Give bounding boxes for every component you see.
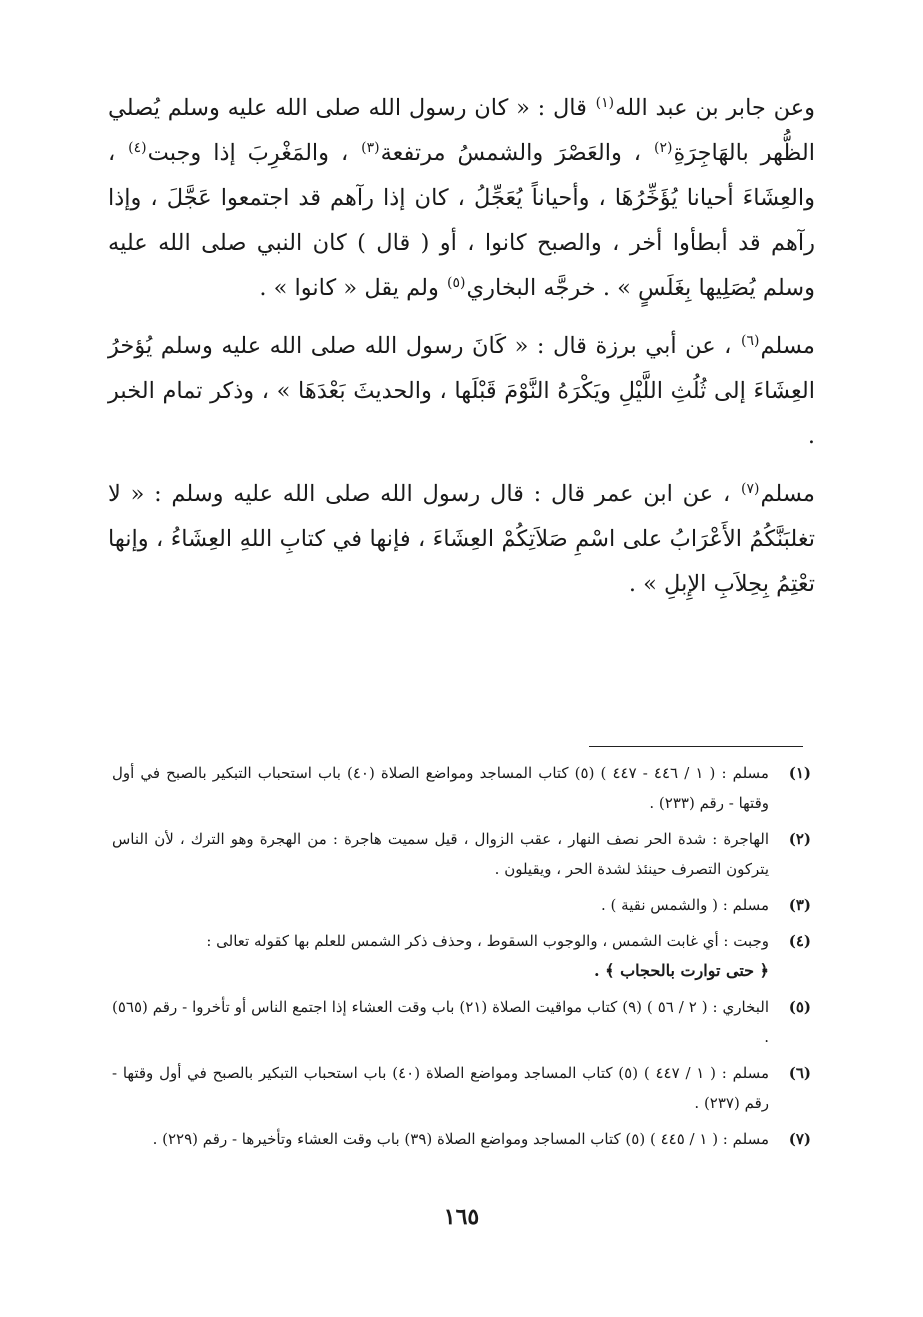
- footnote-ref-3: (٣): [361, 139, 380, 156]
- footnote-item: [112, 758, 811, 818]
- footnote-text: مسلم : ( ١ / ٤٤٦ - ٤٤٧ ) (٥) كتاب المساجد ومواضع الصلاة (٤٠) باب استحباب التبكير بالصبح في أول وقتها - رقم (٢٣٣) .: [112, 764, 769, 812]
- paragraph-text: قال : « كان رسول الله صلى الله عليه وسلم يُصلي الظُّهر بالهَاجِرَةِ: [108, 95, 815, 166]
- quran-verse: ﴿ حتى توارت بالحجاب ﴾ .: [594, 961, 769, 980]
- paragraph-2: [108, 324, 815, 459]
- paragraph-text: ، والمَغْرِبَ إذا وجبت: [147, 140, 361, 166]
- main-text: [108, 86, 815, 607]
- paragraph-1: [108, 86, 815, 311]
- paragraph-text: ، والعَصْرَ والشمسُ مرتفعة: [380, 140, 653, 166]
- footnote-item: [112, 890, 811, 920]
- footnote-ref-7: (٧): [740, 480, 760, 497]
- footnote-item: [112, 824, 811, 884]
- footnote-text: مسلم : ( ١ / ٤٤٥ ) (٥) كتاب المساجد ومواضع الصلاة (٣٩) باب وقت العشاء وتأخيرها - رقم (٢٢٩) .: [152, 1130, 769, 1148]
- footnote-item: [112, 992, 811, 1052]
- footnote-ref-5: (٥): [447, 274, 466, 291]
- footnote-number: (٢): [788, 830, 811, 848]
- paragraph-text: ، والعِشَاءَ أحيانا يُؤَخِّرُهَا ، وأحياناً يُعَجِّلُ ، كان إذا رآهم قد اجتمعوا عَجَّلَ ، وإذا رآهم قد أبطأوا أخر ، والصبح كانوا ، أو ( قال ) كان النبي صلى الله عليه وسلم يُصَلِيها بِغَلَسٍ » . خرجَّه البخاري: [108, 140, 815, 301]
- footnote-ref-2: (٢): [653, 139, 673, 156]
- paragraph-text: مسلم: [760, 481, 815, 507]
- footnote-text: [112, 926, 769, 986]
- footnotes: [112, 758, 811, 1160]
- paragraph-text: ، عن ابن عمر قال : قال رسول الله صلى الله عليه وسلم : « لا تغلبَنَّكُمُ الأَعْرَابُ على اسْمِ صَلاَتِكُمْ العِشَاءَ ، فإنها في كتابِ اللهِ العِشَاءُ ، وإنها تعْتِمُ بِحِلاَبِ الإِبلِ » .: [108, 481, 815, 597]
- footnote-number: (٣): [788, 896, 811, 914]
- paragraph-text: وعن جابر بن عبد الله: [615, 95, 815, 121]
- page-number: ١٦٥: [443, 1204, 480, 1230]
- footnote-text: البخاري : ( ٢ / ٥٦ ) (٩) كتاب مواقيت الصلاة (٢١) باب وقت العشاء إذا اجتمع الناس أو تأخروا - رقم (٥٦٥) .: [112, 998, 769, 1046]
- footnote-number: (٤): [788, 932, 811, 950]
- paragraph-text: ولم يقل « كانوا » .: [259, 275, 447, 301]
- paragraph-3: [108, 472, 815, 607]
- footnote-divider: [589, 746, 803, 747]
- footnote-number: (١): [788, 764, 811, 782]
- footnote-number: (٥): [788, 998, 811, 1016]
- footnote-ref-4: (٤): [128, 139, 147, 156]
- footnote-number: (٧): [788, 1130, 811, 1148]
- footnote-item: [112, 926, 811, 986]
- footnote-text: الهاجرة : شدة الحر نصف النهار ، عقب الزوال ، قيل سميت هاجرة : من الهجرة وهو الترك ، لأن الناس يتركون التصرف حينئذ لشدة الحر ، ويقيلون .: [112, 830, 769, 878]
- footnote-ref-6: (٦): [740, 332, 760, 349]
- paragraph-text: ، عن أبي برزة قال : « كَانَ رسول الله صلى الله عليه وسلم يُؤخرُ العِشَاءَ إلى ثُلُثِ اللَّيْلِ ويَكْرَهُ النَّوْمَ قَبْلَها ، والحديثَ بَعْدَهَا » ، وذكر تمام الخبر .: [108, 333, 815, 449]
- footnote-text: مسلم : ( والشمس نقية ) .: [601, 896, 769, 914]
- paragraph-text: مسلم: [760, 333, 815, 359]
- footnote-item: [112, 1058, 811, 1118]
- footnote-number: (٦): [788, 1064, 811, 1082]
- footnote-text: مسلم : ( ١ / ٤٤٧ ) (٥) كتاب المساجد ومواضع الصلاة (٤٠) باب استحباب التبكير بالصبح في أول وقتها - رقم (٢٣٧) .: [112, 1064, 769, 1112]
- footnote-item: [112, 1124, 811, 1154]
- footnote-text-body: وجبت : أي غابت الشمس ، والوجوب السقوط ، وحذف ذكر الشمس للعلم بها كقوله تعالى :: [206, 932, 769, 950]
- footnote-ref-1: (١): [595, 94, 615, 111]
